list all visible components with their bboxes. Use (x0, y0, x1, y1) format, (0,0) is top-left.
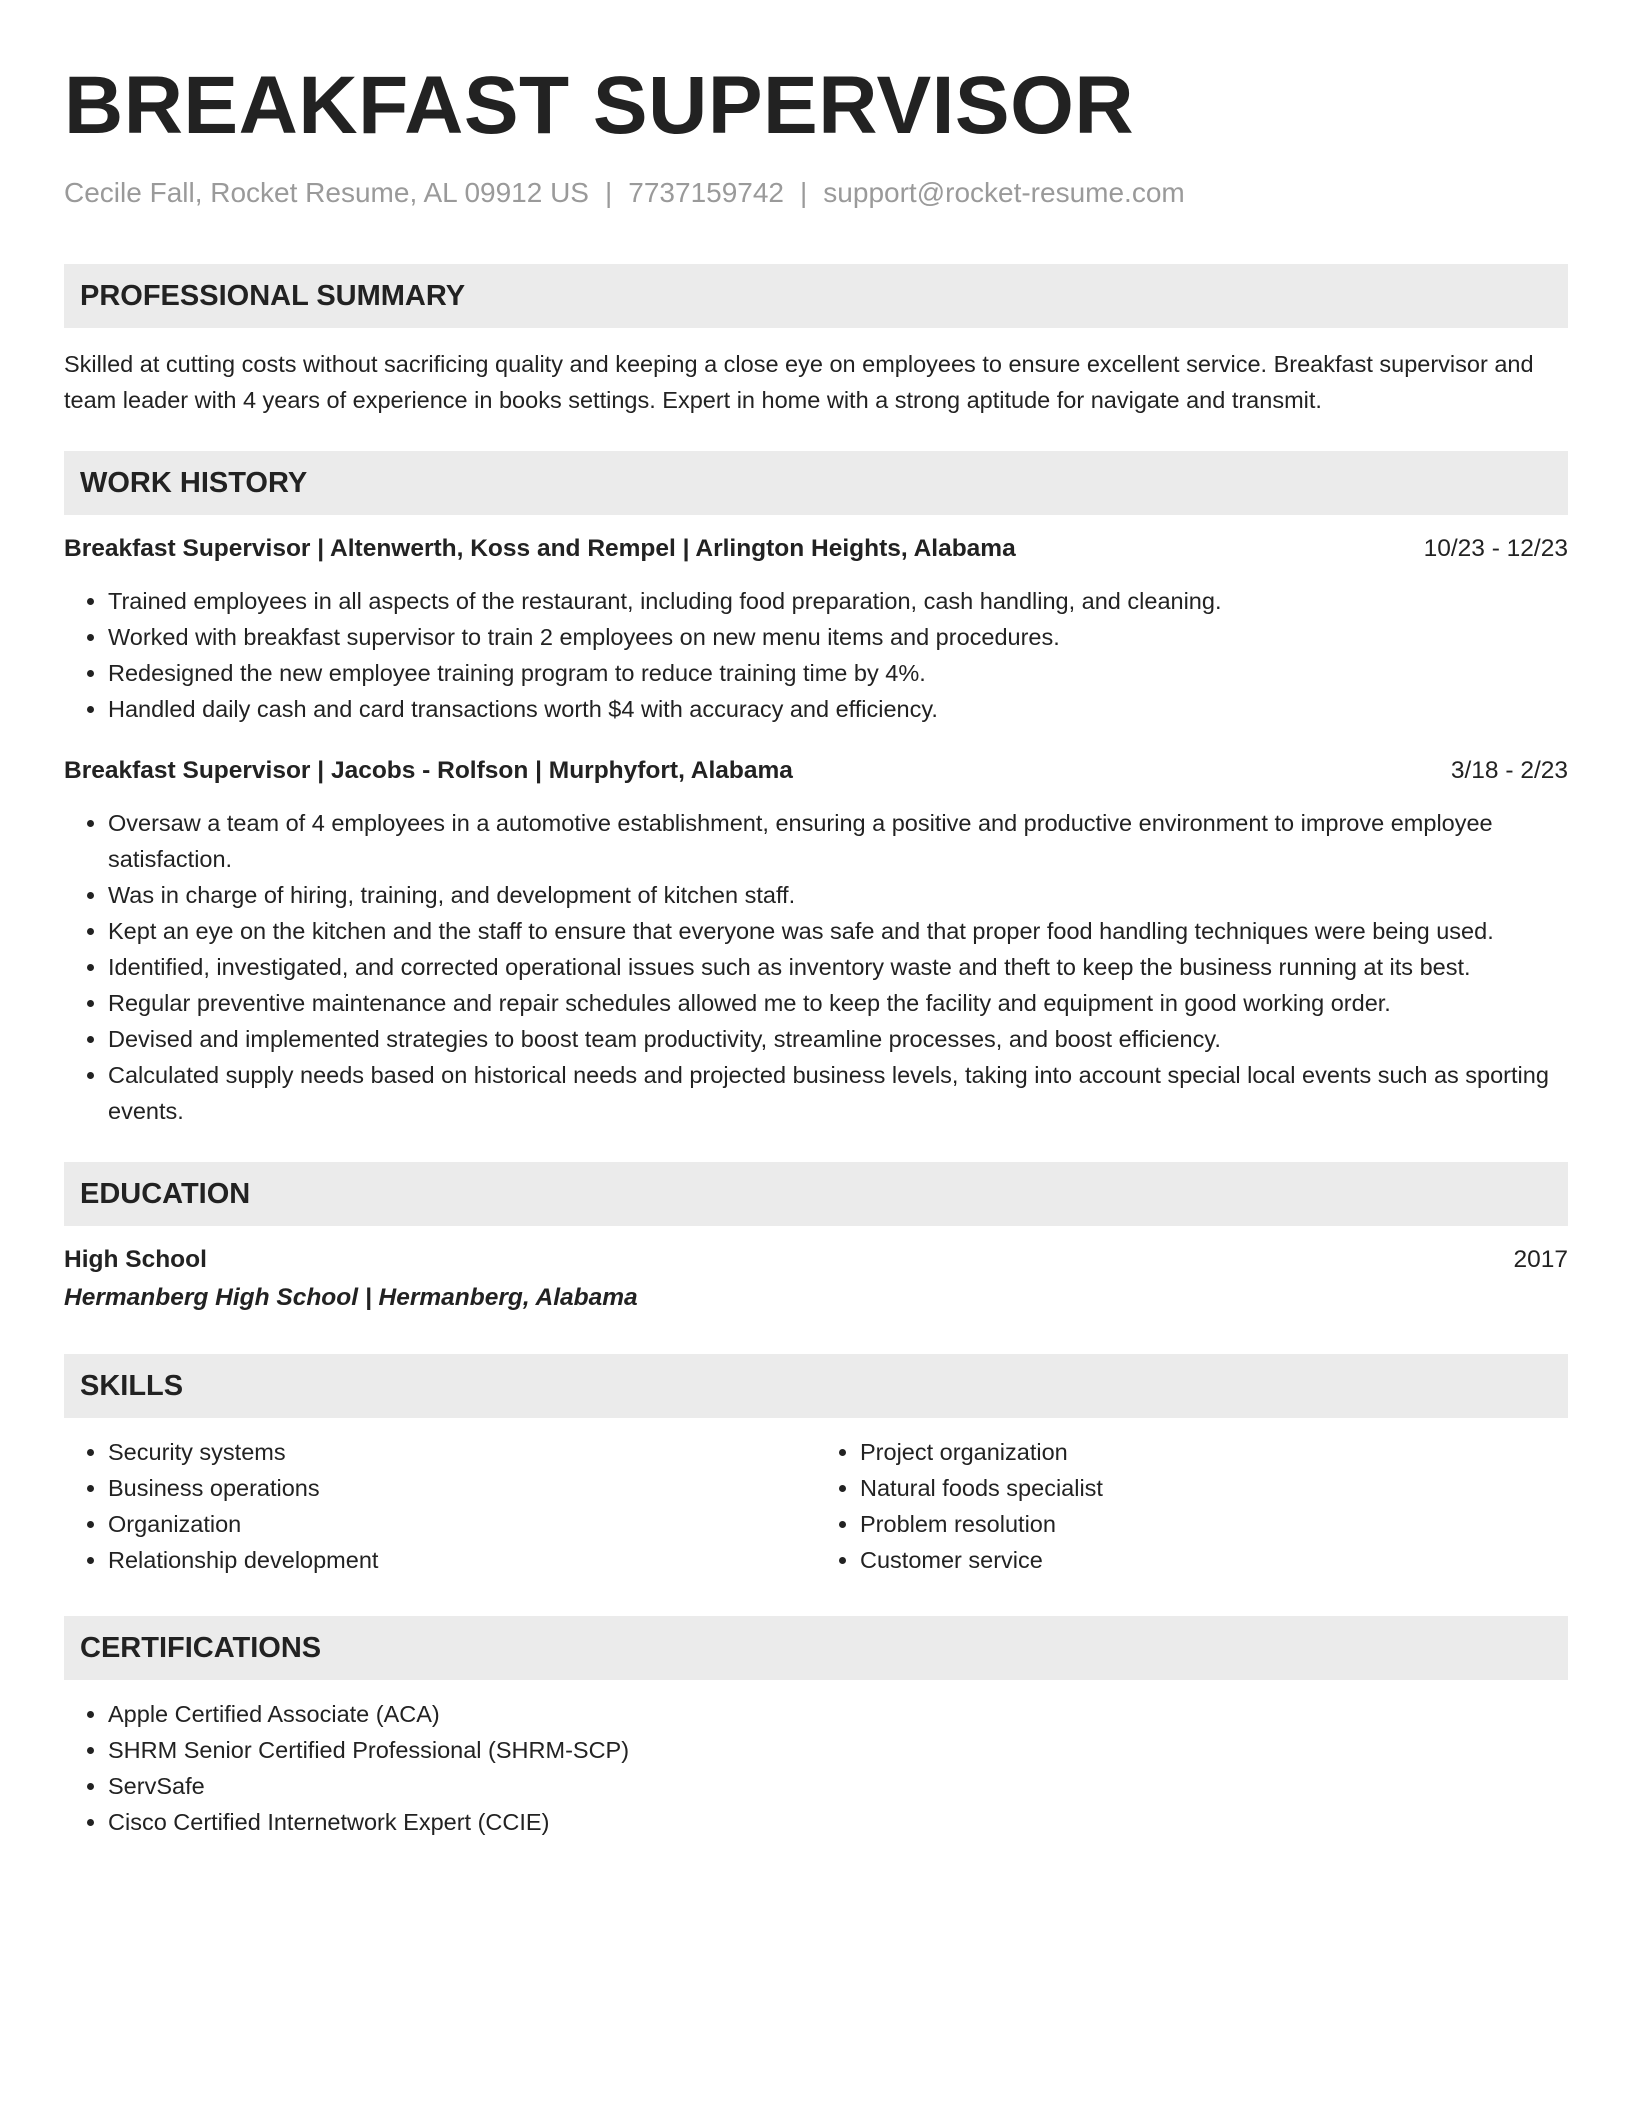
contact-email: support@rocket-resume.com (823, 177, 1185, 208)
certification-item: • ServSafe (108, 1768, 1568, 1804)
job-dates: 3/18 - 2/23 (1450, 757, 1568, 784)
job-bullet: • Oversaw a team of 4 employees in a automotive establishment, ensuring a positive and productive environment to improve employee satisfaction. (108, 805, 1568, 877)
skill-item: • Customer service (860, 1542, 1568, 1578)
job-bullet: • Was in charge of hiring, training, and development of kitchen staff. (108, 877, 1568, 913)
skill-item: • Organization (108, 1506, 816, 1542)
section-heading-work-history: WORK HISTORY (64, 451, 1568, 515)
contact-phone: 7737159742 (628, 177, 785, 208)
skills-list (64, 1434, 1568, 1578)
job-header (64, 753, 1568, 789)
skill-item: • Natural foods specialist (860, 1470, 1568, 1506)
contact-separator: | (800, 177, 808, 208)
job-bullet: • Kept an eye on the kitchen and the staff to ensure that everyone was safe and that proper food handling techniques were being used. (108, 913, 1568, 949)
contact-address: Cecile Fall, Rocket Resume, AL 09912 US (64, 177, 589, 208)
job-title: Breakfast Supervisor | Altenwerth, Koss and Rempel | Arlington Heights, Alabama (64, 535, 1016, 562)
skill-item: • Problem resolution (860, 1506, 1568, 1542)
section-heading-skills: SKILLS (64, 1354, 1568, 1418)
contact-line (64, 176, 1568, 210)
certification-item: • SHRM Senior Certified Professional (SHRM-SCP) (108, 1732, 1568, 1768)
job-bullet: • Calculated supply needs based on historical needs and projected business levels, taking into account special local events such as sporting events. (108, 1057, 1568, 1129)
skills-column-left (64, 1434, 816, 1578)
skill-item: • Relationship development (108, 1542, 816, 1578)
job-bullets (64, 583, 1568, 727)
resume-name: BREAKFAST SUPERVISOR (64, 60, 1135, 151)
skills-column-right (816, 1434, 1568, 1578)
section-heading-certifications: CERTIFICATIONS (64, 1616, 1568, 1680)
education-school: Hermanberg High School | Hermanberg, Alabama (64, 1284, 638, 1311)
summary-text: Skilled at cutting costs without sacrificing quality and keeping a close eye on employees to ensure excellent service. Breakfast supervisor and team leader with 4 years of experience in books settings. Expert in home with a strong aptitude for navigate and transmit. (64, 351, 1534, 413)
job-dates: 10/23 - 12/23 (1423, 535, 1568, 562)
certification-item: • Apple Certified Associate (ACA) (108, 1696, 1568, 1732)
job-bullet: • Trained employees in all aspects of the restaurant, including food preparation, cash handling, and cleaning. (108, 583, 1568, 619)
education-year: 2017 (1513, 1246, 1568, 1273)
section-heading-summary: PROFESSIONAL SUMMARY (64, 264, 1568, 328)
job-bullet: • Handled daily cash and card transactions worth $4 with accuracy and efficiency. (108, 691, 1568, 727)
job-bullet: • Regular preventive maintenance and repair schedules allowed me to keep the facility and equipment in good working order. (108, 985, 1568, 1021)
certifications-list (64, 1696, 1568, 1840)
job-bullet: • Identified, investigated, and corrected operational issues such as inventory waste and theft to keep the business running at its best. (108, 949, 1568, 985)
skill-item: • Project organization (860, 1434, 1568, 1470)
skill-item: • Security systems (108, 1434, 816, 1470)
education-header (64, 1242, 1568, 1278)
job-header (64, 531, 1568, 567)
job-bullet: • Redesigned the new employee training program to reduce training time by 4%. (108, 655, 1568, 691)
job-bullet: • Devised and implemented strategies to boost team productivity, streamline processes, and boost efficiency. (108, 1021, 1568, 1057)
job-bullets (64, 805, 1568, 1129)
job-title: Breakfast Supervisor | Jacobs - Rolfson | Murphyfort, Alabama (64, 757, 793, 784)
section-heading-education: EDUCATION (64, 1162, 1568, 1226)
contact-separator: | (605, 177, 613, 208)
certification-item: • Cisco Certified Internetwork Expert (CCIE) (108, 1804, 1568, 1840)
job-bullet: • Worked with breakfast supervisor to train 2 employees on new menu items and procedures. (108, 619, 1568, 655)
skill-item: • Business operations (108, 1470, 816, 1506)
education-degree: High School (64, 1246, 207, 1273)
